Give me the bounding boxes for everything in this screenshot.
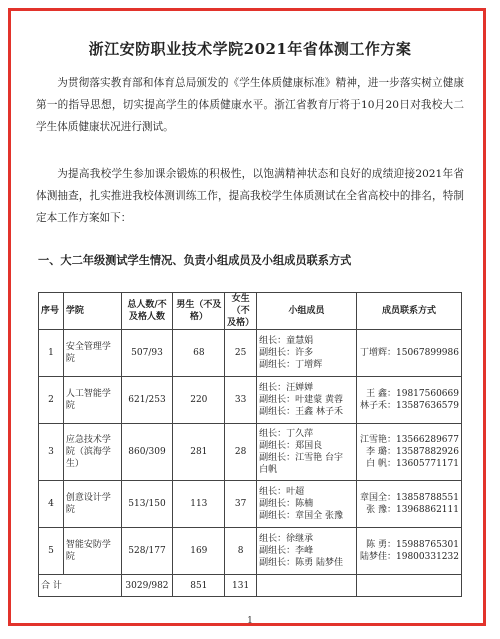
cell-contact bbox=[356, 424, 461, 481]
paragraph-purpose: 为提高我校学生参加课余锻炼的积极性，以饱满精神状态和良好的成绩迎接2021年省体测抽查，扎实推进我校体测训练工作，提高我校学生体质测试在全省高校中的排名，特制定本工作方案如下： bbox=[36, 168, 464, 224]
cell-seq: 5 bbox=[39, 528, 64, 575]
cell-female: 33 bbox=[225, 377, 257, 424]
cell-college: 应急技术学院（滨海学生） bbox=[63, 424, 121, 481]
paragraph-intro: 为贯彻落实教育部和体育总局颁发的《学生体质健康标准》精神，进一步落实树立健康第一的指导思想，切实提高学生的体质健康水平。浙江省教育厅将于10月20日对我校大二学生体质健康状况进行测试。 bbox=[36, 77, 464, 133]
contact-line: 王 鑫：19817560669 bbox=[366, 389, 459, 399]
table-header-row bbox=[39, 293, 462, 330]
header-contact: 成员联系方式 bbox=[356, 293, 461, 330]
cell-members bbox=[257, 528, 357, 575]
member-line: 副组长：叶建蒙 黄蓉 bbox=[259, 395, 343, 405]
member-line: 组长：汪婵婵 bbox=[259, 383, 314, 393]
contact-line: 陆梦佳：19800331232 bbox=[360, 552, 459, 562]
member-line: 组长：童慧娟 bbox=[259, 336, 314, 346]
header-male: 男生（不及格） bbox=[173, 293, 225, 330]
cell-college: 人工智能学院 bbox=[63, 377, 121, 424]
member-line: 组长：叶超 bbox=[259, 487, 305, 497]
cell-college: 智能安防学院 bbox=[63, 528, 121, 575]
cell-total: 507/93 bbox=[121, 330, 173, 377]
cell-total: 860/309 bbox=[121, 424, 173, 481]
header-total: 总人数/不及格人数 bbox=[121, 293, 173, 330]
cell-members-empty bbox=[257, 575, 357, 597]
cell-female: 8 bbox=[225, 528, 257, 575]
table-row bbox=[39, 330, 462, 377]
contact-line: 丁增辉：15067899986 bbox=[360, 348, 459, 358]
cell-female: 28 bbox=[225, 424, 257, 481]
cell-contact bbox=[356, 377, 461, 424]
cell-female-sum: 131 bbox=[225, 575, 257, 597]
cell-male: 281 bbox=[173, 424, 225, 481]
header-college: 学院 bbox=[63, 293, 121, 330]
cell-male: 113 bbox=[173, 481, 225, 528]
cell-female: 25 bbox=[225, 330, 257, 377]
member-line: 副组长：许多 bbox=[259, 348, 314, 358]
table-row bbox=[39, 377, 462, 424]
cell-total: 621/253 bbox=[121, 377, 173, 424]
header-seq: 序号 bbox=[39, 293, 64, 330]
cell-members bbox=[257, 330, 357, 377]
section-heading: 一、大二年级测试学生情况、负责小组成员及小组成员联系方式 bbox=[38, 253, 352, 267]
cell-female: 37 bbox=[225, 481, 257, 528]
table-total-row bbox=[39, 575, 462, 597]
cell-college: 创意设计学院 bbox=[63, 481, 121, 528]
cell-college: 安全管理学院 bbox=[63, 330, 121, 377]
cell-contact-empty bbox=[356, 575, 461, 597]
cell-members bbox=[257, 377, 357, 424]
member-line: 组长：丁久萍 bbox=[259, 429, 314, 439]
cell-seq: 1 bbox=[39, 330, 64, 377]
cell-contact bbox=[356, 481, 461, 528]
member-line: 副组长：章国全 张豫 bbox=[259, 511, 343, 521]
member-line: 组长：徐继承 bbox=[259, 534, 314, 544]
cell-seq: 4 bbox=[39, 481, 64, 528]
cell-seq: 2 bbox=[39, 377, 64, 424]
contact-line: 林子禾：13587636579 bbox=[360, 401, 459, 411]
cell-members bbox=[257, 424, 357, 481]
member-line: 副组长：丁增辉 bbox=[259, 360, 323, 370]
student-group-table bbox=[38, 292, 462, 597]
table-row bbox=[39, 528, 462, 575]
table-row bbox=[39, 424, 462, 481]
contact-line: 白 帆：13605771171 bbox=[366, 459, 459, 469]
cell-male: 68 bbox=[173, 330, 225, 377]
cell-total: 528/177 bbox=[121, 528, 173, 575]
cell-male-sum: 851 bbox=[173, 575, 225, 597]
contact-line: 章国全：13858788551 bbox=[360, 493, 459, 503]
member-line: 副组长：李峰 bbox=[259, 546, 314, 556]
header-members: 小组成员 bbox=[257, 293, 357, 330]
member-line: 副组长：陈楠 bbox=[259, 499, 314, 509]
cell-seq: 3 bbox=[39, 424, 64, 481]
cell-total: 513/150 bbox=[121, 481, 173, 528]
contact-line: 陈 勇：15988765301 bbox=[366, 540, 459, 550]
table-row bbox=[39, 481, 462, 528]
member-line: 副组长：江雪艳 台宇 bbox=[259, 453, 343, 463]
contact-line: 李 璐：13587882926 bbox=[366, 447, 459, 457]
member-line: 副组长：郑国良 bbox=[259, 441, 323, 451]
cell-contact bbox=[356, 330, 461, 377]
member-line: 白帆 bbox=[259, 465, 278, 475]
cell-male: 169 bbox=[173, 528, 225, 575]
cell-contact bbox=[356, 528, 461, 575]
contact-line: 江雪艳：13566289677 bbox=[360, 435, 459, 445]
cell-male: 220 bbox=[173, 377, 225, 424]
page-number: 1 bbox=[247, 616, 253, 626]
header-female: 女生（不及格） bbox=[225, 293, 257, 330]
document-title: 浙江安防职业技术学院2021年省体测工作方案 bbox=[88, 40, 412, 58]
contact-line: 张 豫：13968862111 bbox=[366, 505, 459, 515]
member-line: 副组长：陈勇 陆梦佳 bbox=[259, 558, 343, 568]
cell-total-label: 合 计 bbox=[39, 575, 122, 597]
cell-total-sum: 3029/982 bbox=[121, 575, 173, 597]
cell-members bbox=[257, 481, 357, 528]
member-line: 副组长：王鑫 林子禾 bbox=[259, 407, 343, 417]
